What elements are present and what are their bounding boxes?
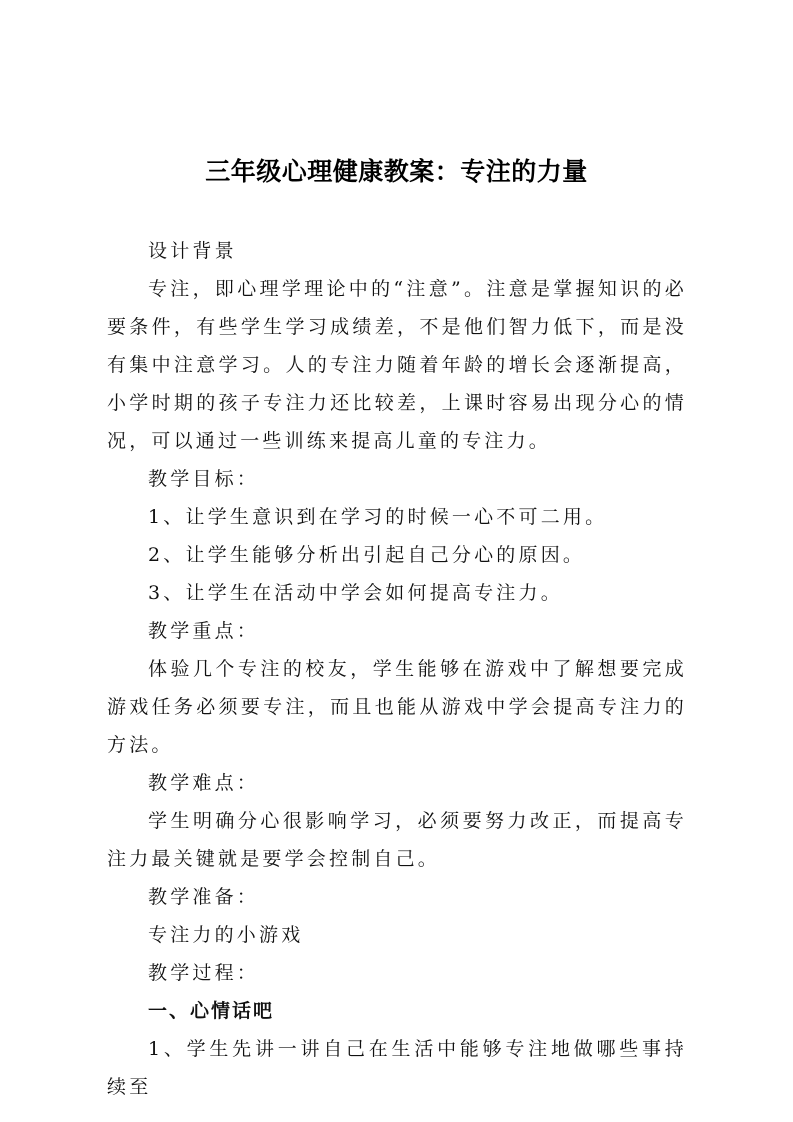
section-heading-mood-talk: 一、心情话吧 [148, 1000, 275, 1022]
paragraph-goal-3: 3、让学生在活动中学会如何提高专注力。 [148, 582, 563, 604]
paragraph-design-background-heading: 设计背景 [148, 240, 237, 262]
paragraph-goal-1: 1、让学生意识到在学习的时候一心不可二用。 [148, 506, 608, 528]
paragraph-difficulties: 学生明确分心很影响学习，必须要努力改正，而提高专注力最关键就是要学会控制自己。 [107, 810, 687, 870]
paragraph-design-background: 专注，即心理学理论中的“注意”。注意是掌握知识的必要条件，有些学生学习成绩差，不是他们智力低下，而是没有集中注意学习。人的专注力随着年龄的增长会逐渐提高，小学时期的孩子专注力还比较差，上课时容易出现分心的情况，可以通过一些训练来提高儿童的专注力。 [107, 278, 687, 452]
paragraph-process-heading: 教学过程： [148, 962, 260, 984]
paragraph-key-points: 体验几个专注的校友，学生能够在游戏中了解想要完成游戏任务必须要专注，而且也能从游戏中学会提高专注力的方法。 [107, 658, 687, 756]
paragraph-goal-2: 2、让学生能够分析出引起自己分心的原因。 [148, 544, 586, 566]
paragraph-preparation-heading: 教学准备： [148, 886, 260, 908]
paragraph-preparation: 专注力的小游戏 [148, 924, 304, 946]
paragraph-key-points-heading: 教学重点： [148, 620, 260, 642]
paragraph-process-step-1: 1、学生先讲一讲自己在生活中能够专注地做哪些事持续至 [107, 1038, 687, 1098]
document-body [107, 232, 687, 1106]
document-title: 三年级心理健康教案：专注的力量 [205, 157, 588, 186]
paragraph-difficulties-heading: 教学难点： [148, 772, 260, 794]
paragraph-teaching-goals-heading: 教学目标： [148, 468, 260, 490]
